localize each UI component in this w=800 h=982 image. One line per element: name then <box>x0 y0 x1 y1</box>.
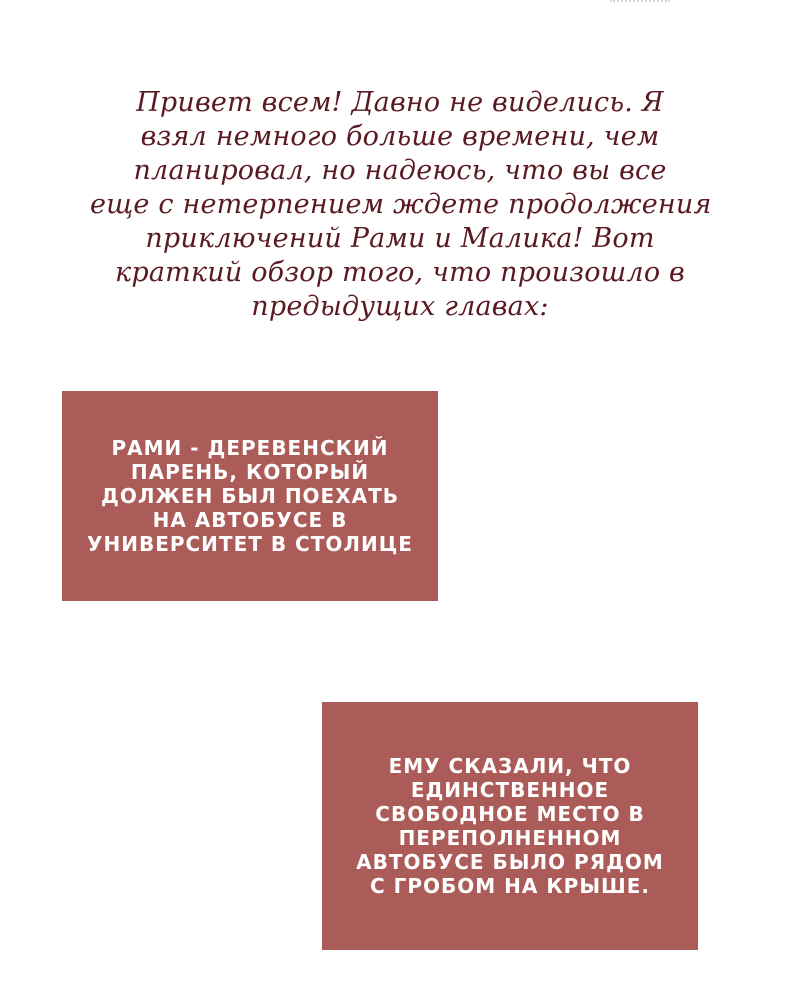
panel-line: СВОБОДНОЕ МЕСТО В <box>375 802 645 826</box>
intro-line: приключений Рами и Малика! Вот <box>145 223 655 254</box>
panel-line: ПАРЕНЬ, КОТОРЫЙ <box>130 460 370 484</box>
intro-line: еще с нетерпением ждете продолжения <box>90 189 712 220</box>
top-edge-smudge <box>610 0 670 8</box>
recap-panel-rami <box>62 391 438 601</box>
intro-line: взял немного больше времени, чем <box>140 121 660 152</box>
intro-line: Привет всем! Давно не виделись. Я <box>136 87 664 118</box>
panel-line: ЕДИНСТВЕННОЕ <box>410 778 610 802</box>
panel-line: УНИВЕРСИТЕТ В СТОЛИЦЕ <box>87 532 413 556</box>
panel-line: ДОЛЖЕН БЫЛ ПОЕХАТЬ <box>101 484 399 508</box>
panel-line: АВТОБУСЕ БЫЛО РЯДОМ <box>356 850 664 874</box>
panel-line: ЕМУ СКАЗАЛИ, ЧТО <box>388 754 632 778</box>
panel-line: С ГРОБОМ НА КРЫШЕ. <box>369 874 651 898</box>
panel-line: НА АВТОБУСЕ В <box>152 508 348 532</box>
intro-line: краткий обзор того, что произошло в <box>115 257 685 288</box>
intro-text <box>90 86 710 324</box>
intro-line: предыдущих главах: <box>251 291 549 322</box>
panel-line: ПЕРЕПОЛНЕННОМ <box>398 826 622 850</box>
intro-line: планировал, но надеюсь, что вы все <box>133 155 667 186</box>
recap-panel-bus <box>322 702 698 950</box>
panel-line: РАМИ - ДЕРЕВЕНСКИЙ <box>111 436 389 460</box>
